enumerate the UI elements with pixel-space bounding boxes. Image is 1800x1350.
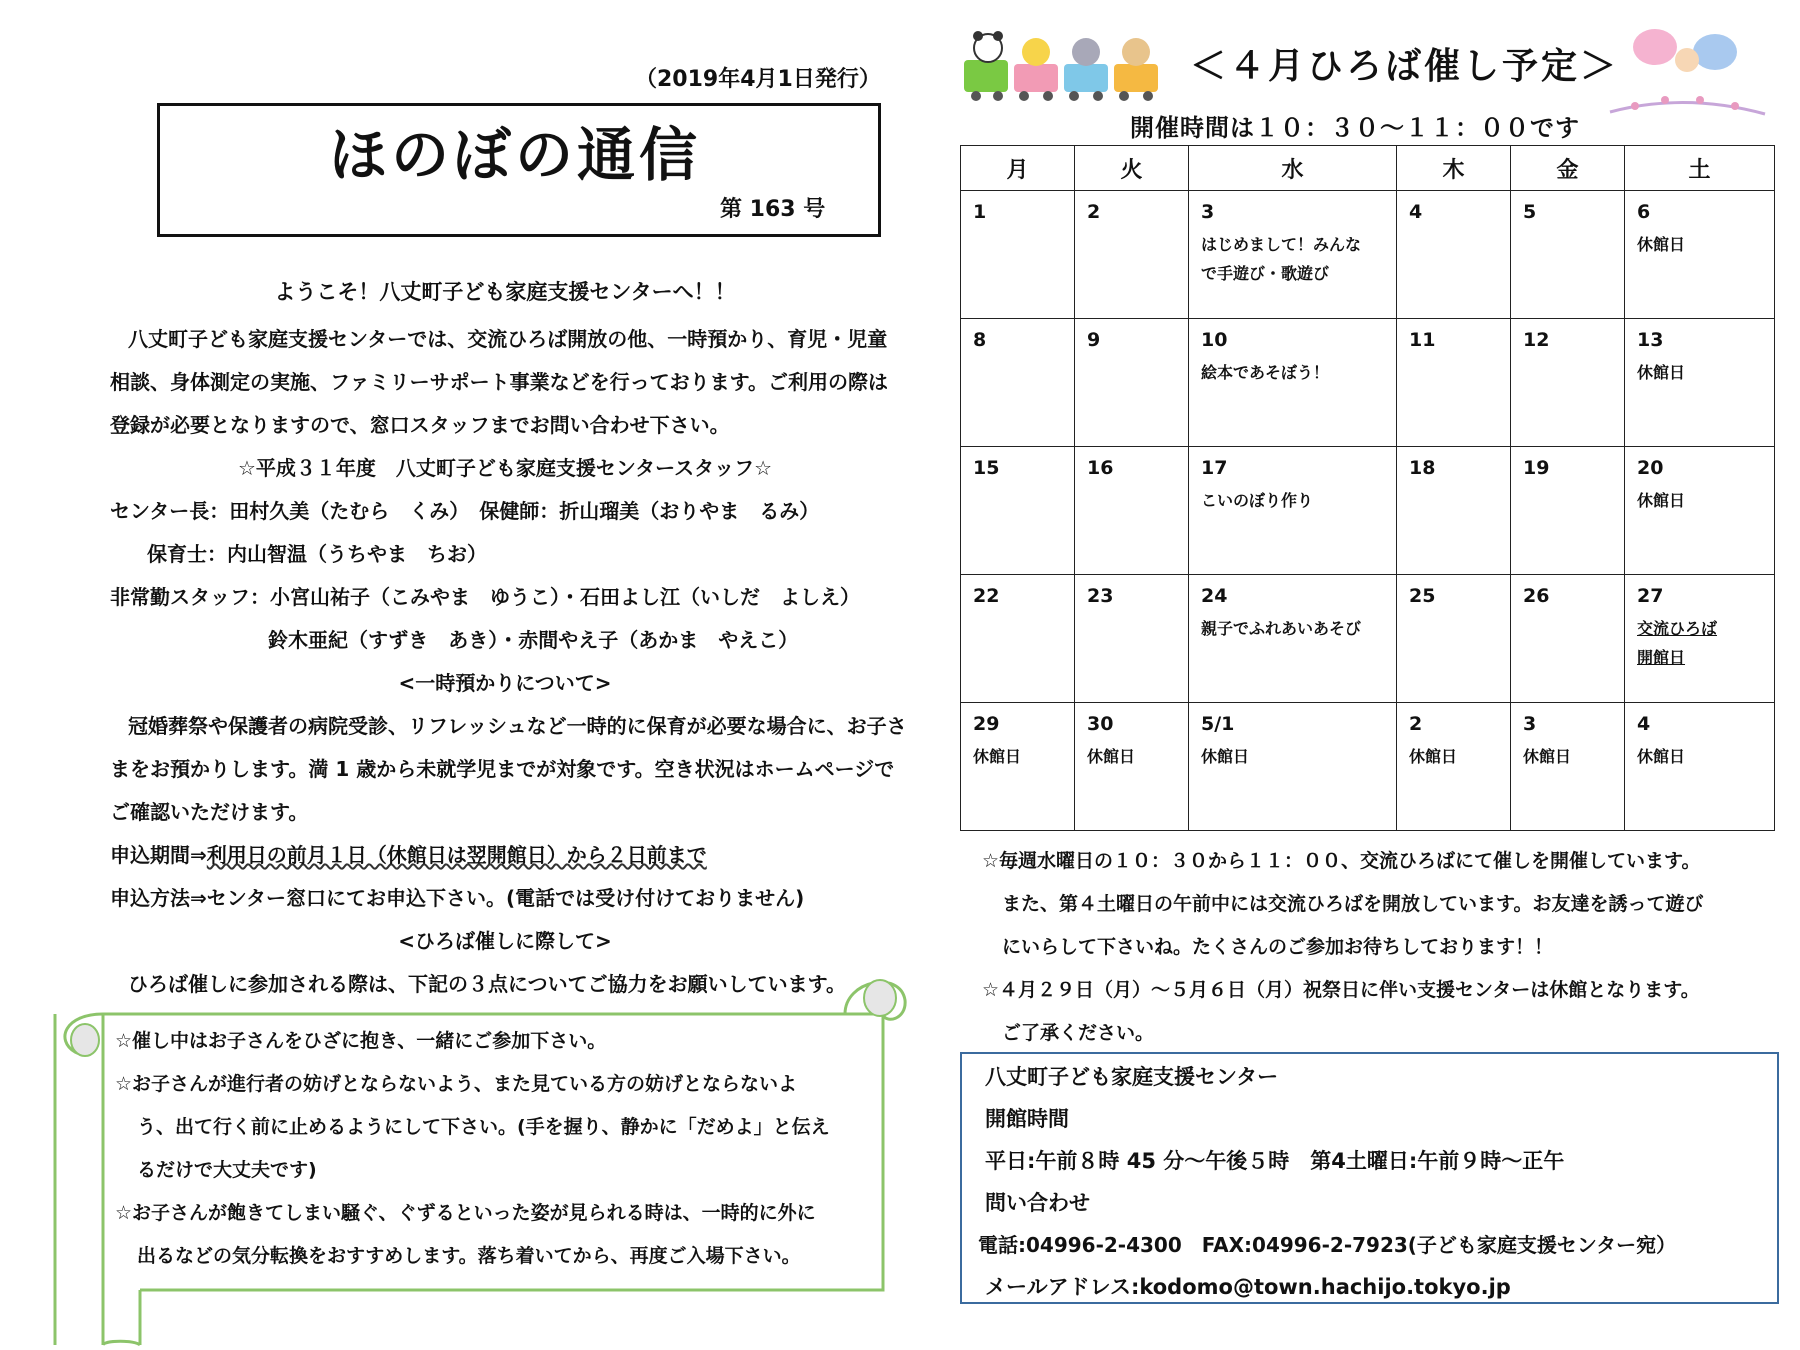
temp-care-line: ご確認いただけます。 bbox=[110, 800, 309, 824]
calendar-day-cell bbox=[1075, 191, 1189, 319]
weekday-header: 木 bbox=[1397, 146, 1511, 191]
calendar-day-cell bbox=[1625, 703, 1775, 831]
staff-line: 保育士：内山智温（うちやま ちお） bbox=[147, 542, 487, 566]
day-number: 13 bbox=[1637, 329, 1664, 351]
center-name: 八丈町子ども家庭支援センター bbox=[985, 1065, 1279, 1089]
events-title: ＜４月ひろば催し予定＞ bbox=[1190, 46, 1620, 87]
calendar-week-row bbox=[961, 703, 1775, 831]
event-time-note: 開催時間は１０：３０～１１：００です bbox=[1130, 114, 1580, 142]
day-number: 3 bbox=[1201, 201, 1215, 223]
calendar-header-row bbox=[961, 146, 1775, 191]
day-number: 20 bbox=[1637, 457, 1664, 479]
calendar-day-cell bbox=[1625, 319, 1775, 447]
day-number: 4 bbox=[1409, 201, 1423, 223]
day-event: はじめまして！みんな bbox=[1201, 235, 1362, 254]
welcome-line: 相談、身体測定の実施、ファミリーサポート事業などを行っております。ご利用の際は bbox=[110, 370, 888, 394]
calendar-week-row bbox=[961, 319, 1775, 447]
day-number: 10 bbox=[1201, 329, 1228, 351]
welcome-heading: ようこそ！八丈町子ども家庭支援センターへ！！ bbox=[274, 280, 736, 304]
calendar-day-cell bbox=[1075, 447, 1189, 575]
staff-line: 鈴木亜紀（すずき あき）・赤間やえ子（あかま やえこ） bbox=[268, 628, 799, 652]
calendar-week-row bbox=[961, 575, 1775, 703]
day-number: 27 bbox=[1637, 585, 1664, 607]
scroll-line: ☆お子さんが飽きてしまい騒ぐ、ぐずるといった姿が見られる時は、一時的に外に bbox=[115, 1202, 816, 1224]
note-line: また、第４土曜日の午前中には交流ひろばを開放しています。お友達を誘って遊び bbox=[1002, 893, 1704, 915]
calendar-day-cell bbox=[1189, 191, 1397, 319]
newsletter-title: ほのぼの通信 bbox=[328, 121, 701, 189]
calendar-day-cell bbox=[1625, 575, 1775, 703]
staff-line: センター長：田村久美（たむら くみ） 保健師：折山瑠美（おりやま るみ） bbox=[110, 499, 820, 523]
scroll-line: ☆催し中はお子さんをひざに抱き、一緒にご参加下さい。 bbox=[115, 1030, 607, 1052]
scroll-line: るだけで大丈夫です) bbox=[137, 1159, 317, 1181]
hours-label: 開館時間 bbox=[985, 1107, 1069, 1131]
email-link[interactable]: メールアドレス:kodomo@town.hachijo.tokyo.jp bbox=[985, 1275, 1511, 1299]
phone-fax: 電話:04996-2-4300 FAX:04996-2-7923(子ども家庭支援センター宛） bbox=[978, 1233, 1677, 1257]
staff-heading: ☆平成３１年度 八丈町子ども家庭支援センタースタッフ☆ bbox=[237, 456, 773, 480]
day-number: 2 bbox=[1409, 713, 1423, 735]
calendar-day-cell bbox=[961, 703, 1075, 831]
calendar-day-cell bbox=[1189, 575, 1397, 703]
day-number: 30 bbox=[1087, 713, 1114, 735]
weekday-header: 月 bbox=[961, 146, 1075, 191]
day-number: 2 bbox=[1087, 201, 1101, 223]
temp-care-line: 冠婚葬祭や保護者の病院受診、リフレッシュなど一時的に保育が必要な場合に、お子さ bbox=[128, 714, 907, 738]
welcome-line: 登録が必要となりますので、窓口スタッフまでお問い合わせ下さい。 bbox=[110, 413, 730, 437]
calendar-week-row bbox=[961, 191, 1775, 319]
weekday-header: 水 bbox=[1189, 146, 1397, 191]
temp-care-heading: <一時預かりについて> bbox=[398, 671, 612, 695]
scroll-line: 出るなどの気分転換をおすすめします。落ち着いてから、再度ご入場下さい。 bbox=[137, 1245, 801, 1267]
day-number: 15 bbox=[973, 457, 1000, 479]
calendar-day-cell bbox=[961, 319, 1075, 447]
day-event: 休館日 bbox=[1523, 747, 1572, 766]
calendar-day-cell bbox=[1397, 191, 1511, 319]
day-number: 18 bbox=[1409, 457, 1436, 479]
calendar-day-cell bbox=[1189, 319, 1397, 447]
day-number: 23 bbox=[1087, 585, 1114, 607]
issue-number: 第 163 号 bbox=[720, 197, 826, 222]
calendar-day-cell bbox=[961, 447, 1075, 575]
day-number: 19 bbox=[1523, 457, 1550, 479]
welcome-line: 八丈町子ども家庭支援センターでは、交流ひろば開放の他、一時預かり、育児・児童 bbox=[128, 327, 888, 351]
note-line: ☆毎週水曜日の１０：３０から１１：００、交流ひろばにて催しを開催しています。 bbox=[982, 850, 1701, 872]
scroll-line: う、出て行く前に止めるようにして下さい。(手を握り、静かに「だめよ」と伝え bbox=[137, 1116, 830, 1138]
day-number: 6 bbox=[1637, 201, 1651, 223]
calendar-day-cell bbox=[1511, 191, 1625, 319]
day-event: 休館日 bbox=[973, 747, 1022, 766]
calendar-day-cell bbox=[961, 575, 1075, 703]
calendar-day-cell bbox=[1511, 575, 1625, 703]
calendar-day-cell bbox=[1397, 447, 1511, 575]
staff-line: 非常勤スタッフ：小宮山祐子（こみやま ゆうこ）・石田よし江（いしだ よしえ） bbox=[110, 585, 860, 609]
temp-care-line: まをお預かりします。満 1 歳から未就学児までが対象です。空き状況はホームページで bbox=[110, 757, 895, 781]
day-number: 29 bbox=[973, 713, 1000, 735]
day-event: 休館日 bbox=[1201, 747, 1250, 766]
day-number: 5 bbox=[1523, 201, 1537, 223]
note-line: ご了承ください。 bbox=[1002, 1022, 1155, 1044]
day-number: 12 bbox=[1523, 329, 1550, 351]
day-number: 3 bbox=[1523, 713, 1537, 735]
note-line: にいらして下さいね。たくさんのご参加お待ちしております！！ bbox=[1002, 936, 1554, 958]
calendar-day-cell bbox=[1189, 447, 1397, 575]
day-number: 1 bbox=[973, 201, 987, 223]
day-event: 休館日 bbox=[1637, 747, 1686, 766]
calendar-day-cell bbox=[1397, 575, 1511, 703]
apply-method: 申込方法⇒センター窓口にてお申込下さい。(電話では受け付けておりません) bbox=[110, 886, 805, 910]
day-event: 親子でふれあいあそび bbox=[1201, 619, 1362, 638]
day-event: 開館日 bbox=[1637, 648, 1686, 667]
hiroba-rules-heading: <ひろば催しに際して> bbox=[398, 929, 612, 953]
day-number: 8 bbox=[973, 329, 987, 351]
calendar-day-cell bbox=[1189, 703, 1397, 831]
calendar-day-cell bbox=[1397, 319, 1511, 447]
day-event: 休館日 bbox=[1409, 747, 1458, 766]
day-number: 9 bbox=[1087, 329, 1101, 351]
day-event: こいのぼり作り bbox=[1201, 491, 1314, 510]
apply-period-label: 申込期間⇒ bbox=[110, 843, 207, 867]
day-number: 11 bbox=[1409, 329, 1436, 351]
day-event: 交流ひろば bbox=[1637, 619, 1718, 638]
animal-train-illustration bbox=[958, 18, 1178, 103]
calendar-day-cell bbox=[1075, 319, 1189, 447]
calendar-day-cell bbox=[1075, 703, 1189, 831]
day-number: 25 bbox=[1409, 585, 1436, 607]
apply-period-value: 利用日の前月１日（休館日は翌開館日）から２日前まで bbox=[206, 843, 707, 867]
calendar-day-cell bbox=[1625, 191, 1775, 319]
scroll-line: ☆お子さんが進行者の妨げとならないよう、また見ている方の妨げとならないよ bbox=[115, 1073, 798, 1095]
apply-period bbox=[110, 834, 707, 877]
day-number: 24 bbox=[1201, 585, 1228, 607]
calendar-day-cell bbox=[1075, 575, 1189, 703]
calendar-day-cell bbox=[961, 191, 1075, 319]
day-event: 休館日 bbox=[1637, 491, 1686, 510]
day-number: 16 bbox=[1087, 457, 1114, 479]
day-number: 4 bbox=[1637, 713, 1651, 735]
issue-date: （2019年4月1日発行） bbox=[635, 67, 881, 92]
day-event: 休館日 bbox=[1637, 363, 1686, 382]
calendar-week-row bbox=[961, 447, 1775, 575]
calendar-day-cell bbox=[1625, 447, 1775, 575]
weekday-header: 火 bbox=[1075, 146, 1189, 191]
day-number: 17 bbox=[1201, 457, 1228, 479]
hiroba-rules-intro: ひろば催しに参加される際は、下記の３点についてご協力をお願いしています。 bbox=[128, 972, 846, 996]
note-line: ☆４月２９日（月）～５月６日（月）祝祭日に伴い支援センターは休館となります。 bbox=[982, 979, 1700, 1001]
day-event: で手遊び・歌遊び bbox=[1201, 264, 1330, 283]
day-number: 22 bbox=[973, 585, 1000, 607]
calendar-day-cell bbox=[1397, 703, 1511, 831]
fairy-flower-illustration bbox=[1605, 22, 1770, 122]
day-number: 26 bbox=[1523, 585, 1550, 607]
calendar-day-cell bbox=[1511, 703, 1625, 831]
day-event: 休館日 bbox=[1087, 747, 1136, 766]
calendar-day-cell bbox=[1511, 447, 1625, 575]
calendar-day-cell bbox=[1511, 319, 1625, 447]
day-number: 5/1 bbox=[1201, 713, 1235, 735]
opening-hours: 平日:午前８時 45 分～午後５時 第4土曜日:午前９時～正午 bbox=[985, 1149, 1565, 1173]
weekday-header: 土 bbox=[1625, 146, 1775, 191]
event-calendar bbox=[960, 145, 1775, 831]
day-event: 絵本であそぼう！ bbox=[1201, 363, 1330, 382]
contact-label: 問い合わせ bbox=[985, 1191, 1090, 1215]
day-event: 休館日 bbox=[1637, 235, 1686, 254]
weekday-header: 金 bbox=[1511, 146, 1625, 191]
